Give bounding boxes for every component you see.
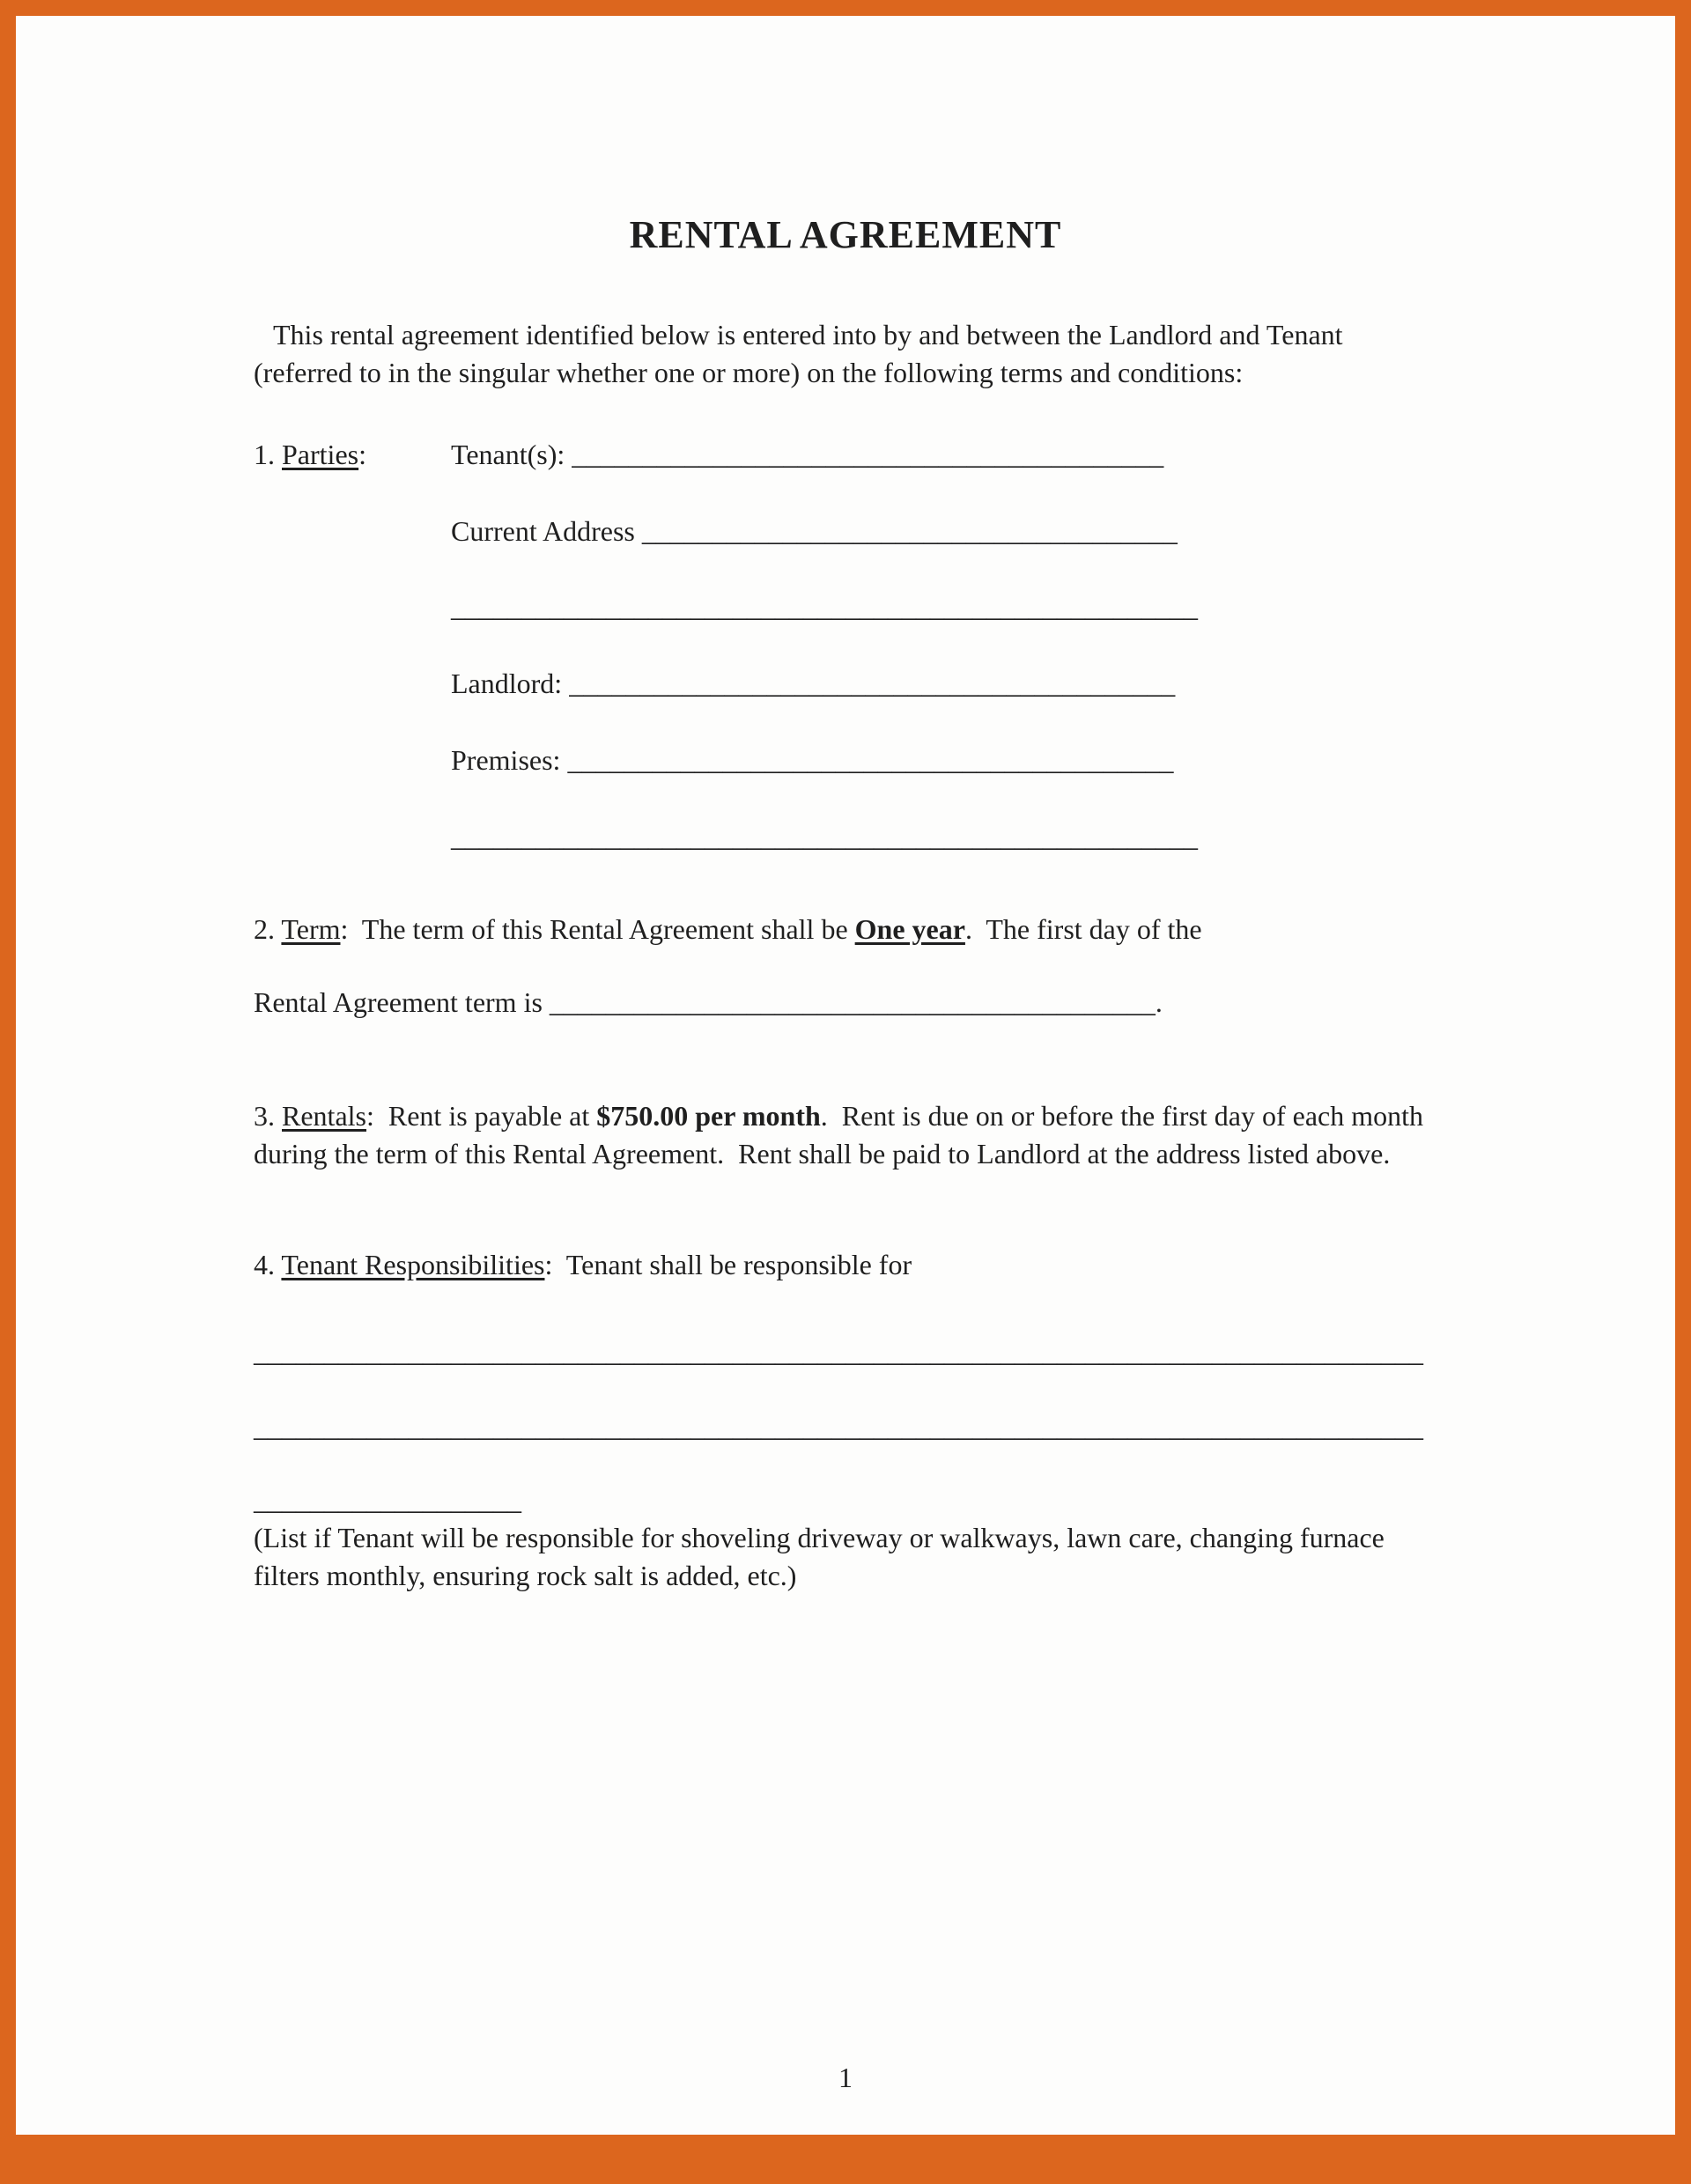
premises-row <box>451 742 1437 779</box>
landlord-row <box>451 665 1437 703</box>
section-responsibilities-heading <box>254 1246 1437 1284</box>
term-line2-text: Rental Agreement term is <box>254 985 550 1018</box>
section-term-line1 <box>254 911 1437 948</box>
section-parties <box>254 436 1437 895</box>
parties-rows <box>451 436 1437 895</box>
responsibilities-number: 4. <box>254 1249 282 1281</box>
premises-blank-line: ___________________________________________ <box>567 744 1174 777</box>
rentals-text: : Rent is payable at <box>366 1099 597 1132</box>
current-address-label: Current Address <box>451 514 642 547</box>
responsibilities-blank-line-1: ___________________________________________________________________________________ <box>254 1336 1423 1369</box>
landlord-blank-line: ___________________________________________ <box>569 668 1176 700</box>
responsibilities-blank-line-3: ___________________ <box>254 1484 521 1516</box>
term-label: Term <box>281 912 341 945</box>
parties-number: 1. <box>254 438 282 470</box>
landlord-label: Landlord: <box>451 668 570 700</box>
current-address-row <box>451 513 1437 550</box>
current-address-blank-line: ______________________________________ <box>641 514 1178 547</box>
responsibilities-label: Tenant Responsibilities <box>281 1249 545 1281</box>
rentals-label: Rentals <box>282 1099 366 1132</box>
address-continuation-blank-line: _____________________________________________________ <box>451 591 1198 623</box>
document-title: RENTAL AGREEMENT <box>629 213 1062 256</box>
tenant-blank-line: __________________________________________ <box>572 438 1164 470</box>
responsibilities-note: (List if Tenant will be responsible for shoveling driveway or walkways, lawn care, changing furnace filters monthly, ensuring rock salt is added, etc.) <box>254 1521 1392 1591</box>
rentals-number: 3. <box>254 1099 282 1132</box>
responsibilities-blank-line-2: ___________________________________________________________________________________ <box>254 1411 1423 1443</box>
document-page <box>16 16 1675 2135</box>
tenant-label: Tenant(s): <box>451 438 572 470</box>
term-text: : The term of this Rental Agreement shall be <box>340 912 855 945</box>
section-rentals <box>254 1097 1437 1173</box>
parties-colon: : <box>358 438 366 470</box>
tenant-row <box>451 436 1437 474</box>
premises-continuation-row <box>451 818 1437 856</box>
document-content <box>16 210 1675 1595</box>
address-continuation-row <box>451 588 1437 626</box>
responsibilities-text: : Tenant shall be responsible for <box>544 1249 912 1281</box>
section-term-line2 <box>254 984 1437 1022</box>
premises-label: Premises: <box>451 744 568 777</box>
term-line2-period: . <box>1155 985 1163 1018</box>
term-one-year: One year <box>854 912 965 945</box>
parties-label: Parties <box>282 438 359 470</box>
rentals-amount: $750.00 per month <box>596 1099 821 1132</box>
parties-heading <box>254 436 451 895</box>
page-number: 1 <box>838 2062 853 2093</box>
term-number: 2. <box>254 912 282 945</box>
term-text-tail: . The first day of the <box>964 912 1202 945</box>
premises-continuation-blank-line: _____________________________________________________ <box>451 821 1198 853</box>
term-date-blank-line: ___________________________________________ <box>549 985 1156 1018</box>
rentals-text-tail: . Rent is due on or before the first day of each month during the term of this Rental Agreement. Rent shall be paid to Landlord at the address listed above. <box>254 1099 1431 1169</box>
intro-paragraph: This rental agreement identified below is entered into by and between the Landlord and Tenant (referred to in the singular whether one or more) on the following terms and conditions: <box>254 318 1350 388</box>
